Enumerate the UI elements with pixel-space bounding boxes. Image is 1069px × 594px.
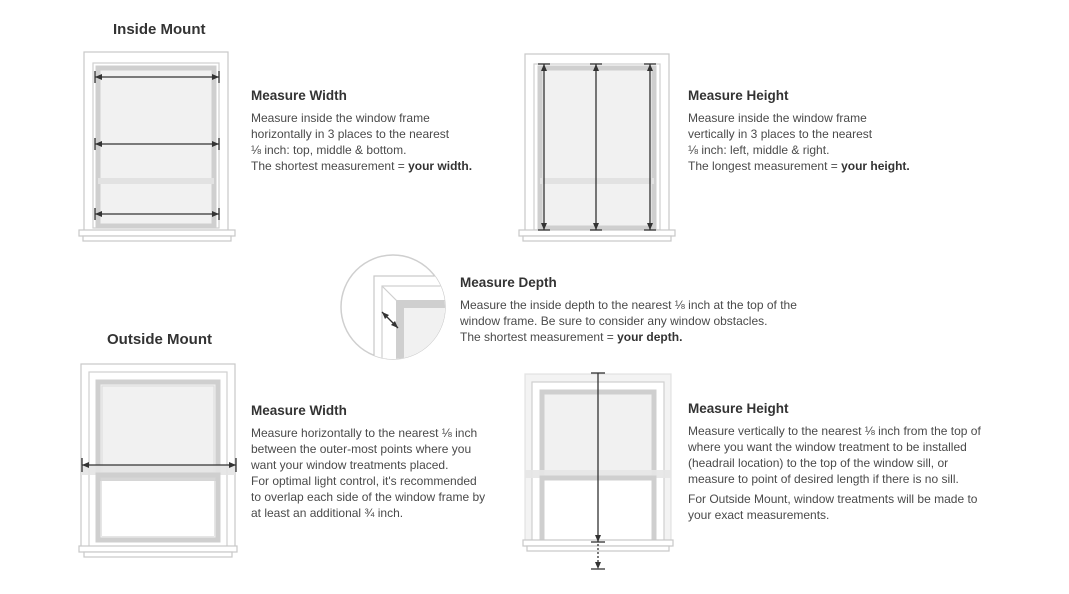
depth-heading: Measure Depth <box>460 275 557 290</box>
inside-height-diagram <box>518 52 678 252</box>
text-line: to overlap each side of the window frame by <box>251 490 486 504</box>
text-line-bold: your width. <box>408 159 473 173</box>
text-line <box>251 158 472 174</box>
depth-text <box>460 275 797 345</box>
text-line <box>688 158 910 174</box>
text-line: Measure the inside depth to the nearest ⅛ inch at the top of the <box>460 298 797 312</box>
text-line: ⅛ inch: left, middle & right. <box>688 143 830 157</box>
inside-mount-title: Inside Mount <box>113 21 206 38</box>
text-line: For Outside Mount, window treatments will be made to <box>688 492 978 506</box>
text-line: Measure vertically to the nearest ⅛ inch from the top of <box>688 424 981 438</box>
text-line: at least an additional ¾ inch. <box>251 506 404 520</box>
outside-height-diagram <box>522 370 682 580</box>
text-line: want your window treatments placed. <box>251 458 449 472</box>
text-line: Measure horizontally to the nearest ⅛ inch <box>251 426 478 440</box>
text-line-prefix: The shortest measurement = <box>251 159 409 173</box>
inside-height-text <box>688 88 910 174</box>
outside-width-heading: Measure Width <box>251 403 347 418</box>
text-line: where you want the window treatment to be installed <box>688 440 967 454</box>
outside-width-text <box>251 403 485 521</box>
text-line: Measure inside the window frame <box>688 111 867 125</box>
text-line: vertically in 3 places to the nearest <box>688 127 873 141</box>
outside-height-heading: Measure Height <box>688 401 789 416</box>
text-line: ⅛ inch: top, middle & bottom. <box>251 143 407 157</box>
inside-width-diagram <box>78 50 238 250</box>
text-line: For optimal light control, it's recommended <box>251 474 477 488</box>
text-line: window frame. Be sure to consider any window obstacles. <box>460 314 768 328</box>
depth-diagram <box>340 254 448 362</box>
text-line-prefix: The shortest measurement = <box>460 330 618 344</box>
text-line-bold: your depth. <box>617 330 683 344</box>
inside-height-heading: Measure Height <box>688 88 789 103</box>
text-line-bold: your height. <box>841 159 910 173</box>
text-line: (headrail location) to the top of the window sill, or <box>688 456 949 470</box>
inside-width-heading: Measure Width <box>251 88 347 103</box>
outside-height-text <box>688 401 981 523</box>
text-line <box>460 329 797 345</box>
text-line-prefix: The longest measurement = <box>688 159 842 173</box>
text-line: Measure inside the window frame <box>251 111 430 125</box>
outside-width-diagram <box>78 362 248 562</box>
outside-mount-title: Outside Mount <box>107 331 212 348</box>
text-line: between the outer-most points where you <box>251 442 472 456</box>
text-line: measure to point of desired length if there is no sill. <box>688 472 959 486</box>
text-line: your exact measurements. <box>688 508 830 522</box>
text-line: horizontally in 3 places to the nearest <box>251 127 450 141</box>
inside-width-text <box>251 88 472 174</box>
